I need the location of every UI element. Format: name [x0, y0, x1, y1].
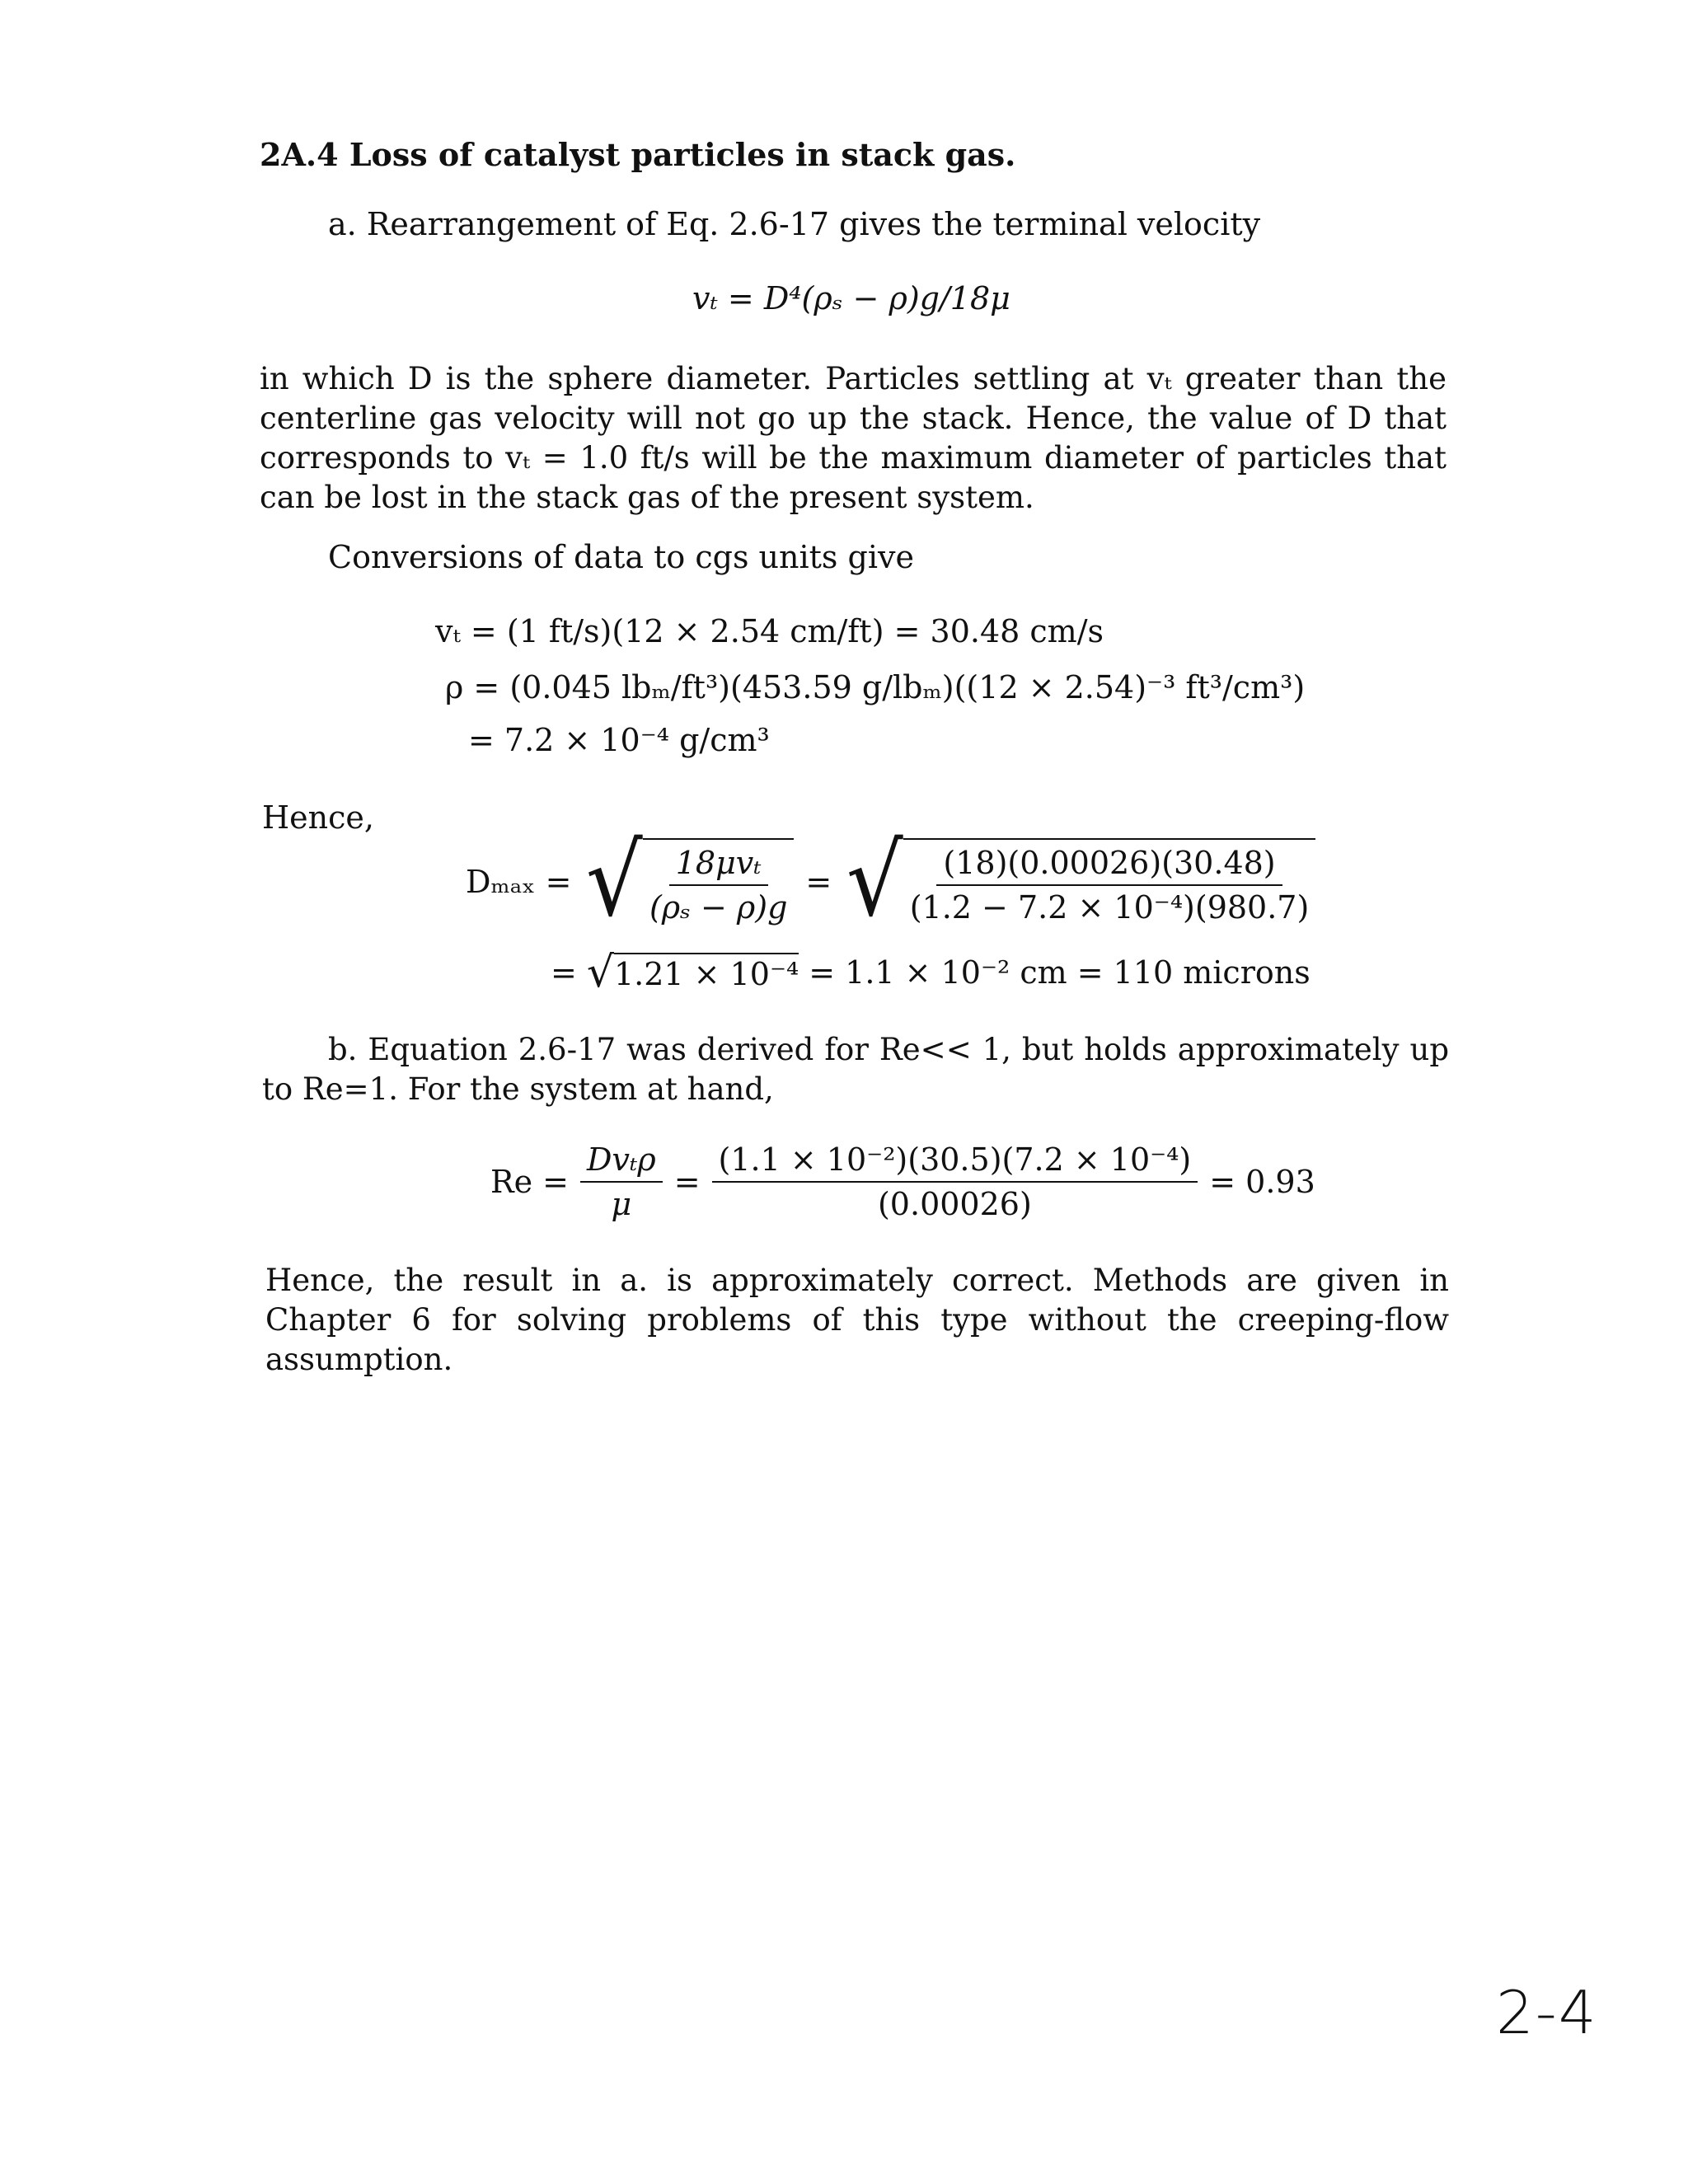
conclusion-paragraph: Hence, the result in a. is approximately correct. Methods are given in Chapter 6 for solving problems of this type without the creeping-flow assumption.	[265, 1263, 1449, 1377]
re-fraction-2	[712, 1141, 1198, 1222]
part-a-intro: a. Rearrangement of Eq. 2.6-17 gives the terminal velocity	[328, 206, 1261, 242]
re-lhs: Re =	[490, 1164, 570, 1200]
sqrt-symbol-icon: √	[586, 824, 644, 939]
sqrt-symbol-icon: √	[846, 824, 903, 939]
dmax-root-2	[843, 824, 1315, 939]
dmax-root-value: 1.21 × 10⁻⁴	[614, 953, 799, 992]
re-equals: =	[673, 1164, 701, 1200]
dmax-result: = 1.1 × 10⁻² cm = 110 microns	[809, 954, 1311, 991]
re-fraction-1	[580, 1141, 663, 1222]
dmax-fraction-2	[903, 838, 1316, 926]
re-numerator-1: Dvₜρ	[580, 1141, 663, 1183]
dmax-root-3	[587, 948, 799, 997]
dmax-denominator-1: (ρₛ − ρ)g	[649, 889, 788, 926]
page-number: 2-4	[1496, 1978, 1598, 2047]
paragraph-a: in which D is the sphere diameter. Particles settling at vₜ greater than the centerline gas velocity will not go up the stack. Hence, the value of D that corresponds to vₜ = 1.0 ft/s will be the maximum diameter of particles that can be lost in the stack gas of the present system.	[260, 361, 1447, 515]
reynolds-equation	[490, 1141, 1315, 1222]
dmax-fraction-1	[643, 838, 794, 926]
conversion-velocity: vₜ = (1 ft/s)(12 × 2.54 cm/ft) = 30.48 cm/s	[435, 613, 1104, 649]
dmax-denominator-2: (1.2 − 7.2 × 10⁻⁴)(980.7)	[909, 889, 1310, 926]
re-result: = 0.93	[1209, 1164, 1315, 1200]
terminal-velocity-equation: vₜ = D⁴(ρₛ − ρ)g/18μ	[692, 280, 1010, 316]
dmax-equation	[466, 824, 1315, 939]
dmax-numerator-2: (18)(0.00026)(30.48)	[936, 845, 1282, 886]
conversions-intro: Conversions of data to cgs units give	[328, 539, 914, 575]
dmax-numerator-1: 18μvₜ	[669, 845, 768, 886]
dmax-root-1	[583, 824, 794, 939]
sqrt-symbol-icon: √	[586, 948, 614, 997]
conversion-density-result: = 7.2 × 10⁻⁴ g/cm³	[468, 722, 770, 758]
paragraph-b: b. Equation 2.6-17 was derived for Re<< 1, but holds approximately up to Re=1. For the system at hand,	[262, 1032, 1449, 1107]
conversion-density: ρ = (0.045 lbₘ/ft³)(453.59 g/lbₘ)((12 × 2.54)⁻³ ft³/cm³)	[445, 669, 1306, 705]
dmax-equals: =	[805, 864, 832, 900]
dmax-result-line	[551, 948, 1311, 997]
problem-heading: 2A.4 Loss of catalyst particles in stack gas.	[260, 136, 1016, 173]
re-numerator-2: (1.1 × 10⁻²)(30.5)(7.2 × 10⁻⁴)	[712, 1141, 1198, 1183]
hence-label: Hence,	[262, 799, 374, 836]
dmax-lhs: Dₘₐₓ =	[466, 864, 572, 900]
re-denominator-2: (0.00026)	[877, 1186, 1032, 1222]
dmax-line2-equals: =	[551, 954, 577, 991]
re-denominator-1: μ	[611, 1186, 632, 1222]
